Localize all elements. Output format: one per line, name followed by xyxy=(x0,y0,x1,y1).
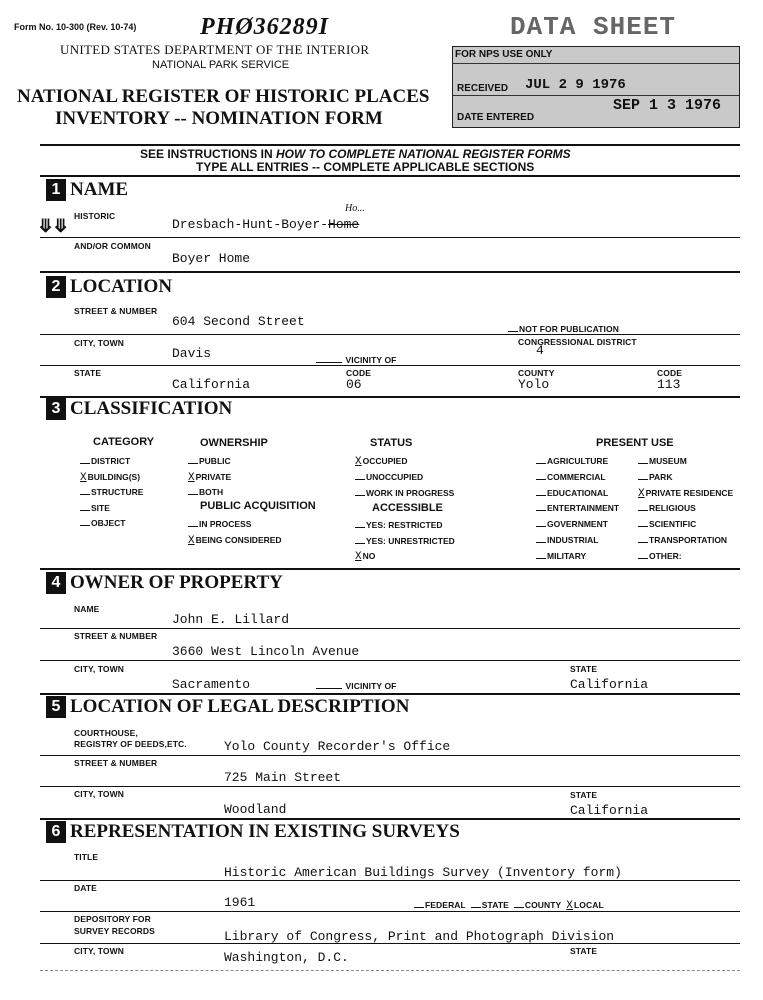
survey-date-value: 1961 xyxy=(224,895,256,910)
handwritten-correction: Ho... xyxy=(345,203,365,214)
blank-checkbox xyxy=(355,543,365,544)
classification-option[interactable] xyxy=(638,472,672,482)
congressional-district-value: 4 xyxy=(536,343,544,358)
county-code-value: 113 xyxy=(657,377,681,392)
option-label: DISTRICT xyxy=(91,456,131,466)
classification-option[interactable] xyxy=(188,456,231,466)
blank-checkbox xyxy=(638,510,648,511)
nps-box-label: FOR NPS USE ONLY xyxy=(455,49,553,60)
section-number: 5 xyxy=(46,696,66,718)
county-label: COUNTY xyxy=(518,368,555,378)
instructions-line2: TYPE ALL ENTRIES -- COMPLETE APPLICABLE SECTIONS xyxy=(196,160,535,174)
courthouse-label-line1: COURTHOUSE, xyxy=(74,728,138,738)
blank-checkbox xyxy=(536,558,546,559)
classification-option[interactable] xyxy=(536,472,606,482)
owner-vicinity-of: VICINITY OF xyxy=(316,681,396,691)
code-value: 06 xyxy=(346,377,362,392)
handwritten-reference-number: PHØ36289I xyxy=(200,14,329,40)
option-label: BEING CONSIDERED xyxy=(195,535,282,545)
code-label: CODE xyxy=(346,368,371,378)
section-number: 1 xyxy=(46,179,66,201)
historic-name-value: Dresbach-Hunt-Boyer-Home xyxy=(172,217,360,232)
form-number: Form No. 10-300 (Rev. 10-74) xyxy=(14,22,137,32)
section-5-heading: 5 LOCATION OF LEGAL DESCRIPTION xyxy=(46,696,409,718)
classification-option[interactable] xyxy=(638,456,687,466)
survey-city-value: Washington, D.C. xyxy=(224,950,349,965)
classification-option[interactable] xyxy=(638,519,696,529)
option-label: SCIENTIFIC xyxy=(649,519,697,530)
blank-checkbox xyxy=(638,526,648,527)
classification-option[interactable] xyxy=(536,503,619,513)
blank-checkbox xyxy=(355,527,365,528)
survey-state-label: STATE xyxy=(570,946,598,956)
classification-option[interactable] xyxy=(355,520,443,530)
blank-checkbox xyxy=(638,558,648,559)
survey-title-value: Historic American Buildings Survey (Inventory form) xyxy=(224,865,622,880)
classification-option[interactable] xyxy=(355,551,375,563)
legal-city-label: CITY, TOWN xyxy=(74,789,124,799)
classification-option[interactable] xyxy=(188,487,223,497)
blank-checkbox xyxy=(355,479,365,480)
legal-state-label: STATE xyxy=(570,790,598,800)
checked-mark: X xyxy=(188,471,195,484)
blank-checkbox xyxy=(536,479,546,480)
section-1-heading: 1 NAME xyxy=(46,179,128,201)
owner-state-value: California xyxy=(570,677,649,692)
option-label: OBJECT xyxy=(91,518,126,528)
owner-state-label: STATE xyxy=(570,664,598,674)
classification-option[interactable] xyxy=(80,503,110,513)
section-number: 2 xyxy=(46,276,66,298)
blank-checkbox xyxy=(188,526,198,527)
classification-option[interactable] xyxy=(638,488,733,500)
blank-checkbox xyxy=(355,495,365,496)
date-entered-label: DATE ENTERED xyxy=(457,112,535,123)
blank-checkbox xyxy=(80,510,90,511)
classification-option[interactable] xyxy=(536,488,608,498)
option-label: TRANSPORTATION xyxy=(649,535,728,545)
form-title-line2: INVENTORY -- NOMINATION FORM xyxy=(55,108,383,129)
option-label: STRUCTURE xyxy=(91,487,144,497)
owner-city-label: CITY, TOWN xyxy=(74,664,124,674)
survey-date-label: DATE xyxy=(74,883,97,893)
option-label: BUILDING(S) xyxy=(87,471,141,482)
blank-checkbox xyxy=(638,479,648,480)
public-acquisition-heading: PUBLIC ACQUISITION xyxy=(200,500,316,512)
congressional-district-label: CONGRESSIONAL DISTRICT xyxy=(518,337,637,347)
option-label: RELIGIOUS xyxy=(649,503,696,514)
street-label: STREET & NUMBER xyxy=(74,306,158,316)
depository-label-line1: DEPOSITORY FOR xyxy=(74,914,151,924)
check-arrows-mark: ⤋⤋ xyxy=(38,216,69,236)
classification-option[interactable] xyxy=(355,456,407,468)
option-label: WORK IN PROGRESS xyxy=(366,488,455,498)
blank-checkbox xyxy=(188,463,198,464)
service-name: NATIONAL PARK SERVICE xyxy=(152,59,290,71)
checked-mark: X xyxy=(188,535,195,547)
option-label: MILITARY xyxy=(547,550,587,561)
classification-option[interactable] xyxy=(638,551,682,561)
option-label: PRIVATE RESIDENCE xyxy=(645,487,734,498)
classification-option[interactable] xyxy=(536,519,608,529)
survey-title-label: TITLE xyxy=(74,852,99,862)
classification-option[interactable] xyxy=(536,551,586,561)
blank-checkbox xyxy=(536,495,546,496)
owner-city-value: Sacramento xyxy=(172,677,251,692)
depository-value: Library of Congress, Print and Photograph Division xyxy=(224,929,615,944)
option-label: PUBLIC xyxy=(199,456,231,466)
category-heading: CATEGORY xyxy=(93,436,155,448)
vicinity-of: VICINITY OF xyxy=(316,355,396,365)
option-label: OTHER: xyxy=(649,550,682,561)
accessible-heading: ACCESSIBLE xyxy=(372,502,443,514)
blank-checkbox xyxy=(536,463,546,464)
classification-option[interactable] xyxy=(638,535,727,545)
option-label: UNOCCUPIED xyxy=(366,472,424,482)
checked-mark: X xyxy=(80,471,87,484)
nps-use-box xyxy=(452,46,740,128)
section-number: 3 xyxy=(46,398,66,420)
option-label: BOTH xyxy=(199,487,224,497)
entered-date-stamp: SEP 1 3 1976 xyxy=(613,97,722,114)
classification-option[interactable] xyxy=(80,487,143,497)
classification-option[interactable] xyxy=(80,518,125,528)
classification-option[interactable] xyxy=(355,488,454,498)
legal-city-value: Woodland xyxy=(224,802,287,817)
option-label: MUSEUM xyxy=(649,456,687,466)
form-title-line1: NATIONAL REGISTER OF HISTORIC PLACES xyxy=(17,86,430,107)
checked-mark: X xyxy=(355,456,362,468)
survey-level-options: FEDERAL STATE COUNTY XLOCAL xyxy=(414,900,604,912)
legal-street-value: 725 Main Street xyxy=(224,770,342,785)
city-label: CITY, TOWN xyxy=(74,338,124,348)
classification-option[interactable] xyxy=(355,472,423,482)
option-label: PRIVATE xyxy=(195,471,232,482)
received-label: RECEIVED xyxy=(457,83,509,94)
checked-mark: X xyxy=(355,551,362,563)
option-label: SITE xyxy=(91,502,110,513)
blank-checkbox xyxy=(80,494,90,495)
department-name: UNITED STATES DEPARTMENT OF THE INTERIOR xyxy=(60,42,370,57)
received-date-stamp: JUL 2 9 1976 xyxy=(525,77,626,93)
blank-checkbox xyxy=(536,526,546,527)
blank-checkbox xyxy=(188,494,198,495)
present-use-heading: PRESENT USE xyxy=(596,437,674,449)
ownership-heading: OWNERSHIP xyxy=(200,437,268,449)
blank-checkbox xyxy=(80,463,90,464)
option-label: PARK xyxy=(649,471,673,482)
section-number: 6 xyxy=(46,821,66,843)
option-label: ENTERTAINMENT xyxy=(547,503,620,514)
option-label: YES: RESTRICTED xyxy=(366,520,443,530)
option-label: YES: UNRESTRICTED xyxy=(366,535,455,546)
option-label: AGRICULTURE xyxy=(547,456,609,466)
option-label: INDUSTRIAL xyxy=(547,535,599,545)
owner-street-label: STREET & NUMBER xyxy=(74,631,158,641)
classification-option[interactable] xyxy=(638,503,696,513)
section-3-heading: 3 CLASSIFICATION xyxy=(46,398,232,420)
option-label: NO xyxy=(362,551,376,561)
courthouse-value: Yolo County Recorder's Office xyxy=(224,739,451,754)
instructions-line1: SEE INSTRUCTIONS IN HOW TO COMPLETE NATIONAL REGISTER FORMS xyxy=(140,147,571,161)
section-4-heading: 4 OWNER OF PROPERTY xyxy=(46,572,283,594)
courthouse-label-line2: REGISTRY OF DEEDS,ETC. xyxy=(74,739,187,749)
county-code-label: CODE xyxy=(657,368,682,378)
state-label: STATE xyxy=(74,368,102,378)
classification-option[interactable] xyxy=(536,535,598,545)
classification-option[interactable] xyxy=(80,472,140,484)
option-label: IN PROCESS xyxy=(199,519,252,529)
option-label: GOVERNMENT xyxy=(547,519,608,530)
classification-option[interactable] xyxy=(80,456,130,466)
data-sheet-stamp: DATA SHEET xyxy=(510,12,677,42)
county-value: Yolo xyxy=(518,377,550,392)
section-number: 4 xyxy=(46,572,66,594)
classification-option[interactable] xyxy=(536,456,608,466)
legal-state-value: California xyxy=(570,803,649,818)
section-2-heading: 2 LOCATION xyxy=(46,276,172,298)
depository-label-line2: SURVEY RECORDS xyxy=(74,926,155,936)
status-heading: STATUS xyxy=(370,437,413,449)
common-name-label: AND/OR COMMON xyxy=(74,241,151,251)
not-for-publication: NOT FOR PUBLICATION xyxy=(508,324,619,334)
option-label: COMMERCIAL xyxy=(547,471,606,482)
option-label: EDUCATIONAL xyxy=(547,487,609,498)
street-value: 604 Second Street xyxy=(172,314,305,329)
legal-street-label: STREET & NUMBER xyxy=(74,758,158,768)
classification-option[interactable] xyxy=(188,472,231,484)
classification-option[interactable] xyxy=(355,536,455,546)
section-6-heading: 6 REPRESENTATION IN EXISTING SURVEYS xyxy=(46,821,460,843)
classification-option[interactable] xyxy=(188,535,282,547)
checked-mark: X xyxy=(638,487,645,500)
blank-checkbox xyxy=(638,542,648,543)
blank-checkbox xyxy=(536,542,546,543)
common-name-value: Boyer Home xyxy=(172,251,251,266)
classification-option[interactable] xyxy=(188,519,251,529)
blank-checkbox xyxy=(80,525,90,526)
option-label: OCCUPIED xyxy=(362,456,408,466)
state-value: California xyxy=(172,377,251,392)
owner-name-label: NAME xyxy=(74,604,100,614)
historic-label: HISTORIC xyxy=(74,211,116,221)
city-value: Davis xyxy=(172,346,212,361)
owner-name-value: John E. Lillard xyxy=(172,612,290,627)
blank-checkbox xyxy=(638,463,648,464)
survey-city-label: CITY, TOWN xyxy=(74,946,124,956)
owner-street-value: 3660 West Lincoln Avenue xyxy=(172,644,360,659)
blank-checkbox xyxy=(536,510,546,511)
